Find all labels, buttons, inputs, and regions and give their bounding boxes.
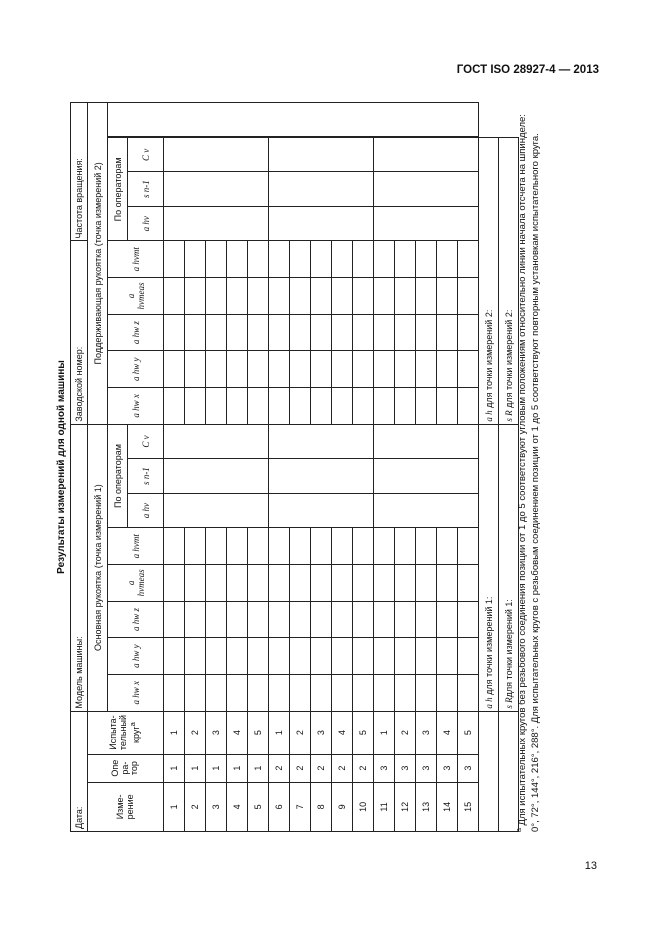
summary-sr-point2: s R для точки измерений 2: bbox=[499, 137, 519, 424]
measurement-number: 9 bbox=[332, 782, 353, 831]
cell-support-handle[interactable] bbox=[311, 278, 332, 315]
cell-operator-stat-2[interactable] bbox=[374, 172, 479, 207]
cell-support-handle[interactable] bbox=[248, 241, 269, 278]
cell-operator-stat-2[interactable] bbox=[164, 206, 269, 241]
cell-support-handle[interactable] bbox=[416, 351, 437, 388]
cell-main-handle[interactable] bbox=[353, 674, 374, 711]
cell-main-handle[interactable] bbox=[332, 565, 353, 602]
cell-main-handle[interactable] bbox=[248, 601, 269, 638]
page-number: 13 bbox=[584, 860, 597, 872]
wheel-number: 5 bbox=[248, 711, 269, 754]
cell-support-handle[interactable] bbox=[185, 314, 206, 351]
measurement-number: 11 bbox=[374, 782, 395, 831]
cell-support-handle[interactable] bbox=[395, 351, 416, 388]
cell-support-handle[interactable] bbox=[395, 314, 416, 351]
cell-support-handle[interactable] bbox=[290, 241, 311, 278]
sym-snm1-2: s n-1 bbox=[128, 172, 164, 207]
wheel-number: 3 bbox=[206, 711, 227, 754]
cell-support-handle[interactable] bbox=[395, 241, 416, 278]
cell-main-handle[interactable] bbox=[269, 528, 290, 565]
measurement-number: 5 bbox=[248, 782, 269, 831]
cell-support-handle[interactable] bbox=[437, 388, 458, 425]
cell-main-handle[interactable] bbox=[227, 674, 248, 711]
cell-operator-stat-2[interactable] bbox=[269, 206, 374, 241]
cell-main-handle[interactable] bbox=[353, 565, 374, 602]
cell-operator-stat-1[interactable] bbox=[269, 493, 374, 528]
cell-support-handle[interactable] bbox=[353, 388, 374, 425]
cell-support-handle[interactable] bbox=[416, 278, 437, 315]
cell-support-handle[interactable] bbox=[458, 388, 479, 425]
cell-main-handle[interactable] bbox=[269, 565, 290, 602]
cell-operator-stat-2[interactable] bbox=[269, 172, 374, 207]
cell-main-handle[interactable] bbox=[311, 601, 332, 638]
measurement-table bbox=[70, 102, 519, 832]
measurement-header: Изме-рение bbox=[88, 782, 164, 831]
cell-main-handle[interactable] bbox=[458, 638, 479, 675]
sym-ahwx-1: a hw x bbox=[108, 674, 164, 711]
cell-support-handle[interactable] bbox=[290, 314, 311, 351]
cell-main-handle[interactable] bbox=[227, 601, 248, 638]
cell-support-handle[interactable] bbox=[248, 351, 269, 388]
cell-support-handle[interactable] bbox=[311, 314, 332, 351]
cell-support-handle[interactable] bbox=[269, 314, 290, 351]
measurement-number: 8 bbox=[311, 782, 332, 831]
cell-support-handle[interactable] bbox=[164, 351, 185, 388]
summary-ah-point2: a h для точки измерений 2: bbox=[479, 137, 499, 424]
wheel-number: 3 bbox=[311, 711, 332, 754]
cell-support-handle[interactable] bbox=[437, 314, 458, 351]
measurement-number: 12 bbox=[395, 782, 416, 831]
wheel-header: Испыта-тельный круг$^a$ bbox=[88, 711, 164, 754]
cell-main-handle[interactable] bbox=[290, 565, 311, 602]
footnote: $^a$ Для испытательных кругов без резьбового соединения позиции от 1 до 5 соответствуют угловым положениям относительно линии начала отсчета на шпинделе: 0°, 72°, 144°, 216°, 288°. Для испытательных кругов с резьбовым соединением позиции от 1 до 5 соответствуют повторным установкам испытательного круга. bbox=[516, 114, 541, 832]
summary-ah-point1: a h для точки измерений 1: bbox=[479, 424, 499, 711]
operator-number: 3 bbox=[395, 754, 416, 782]
rotated-table-block bbox=[56, 102, 577, 832]
cell-support-handle[interactable] bbox=[311, 388, 332, 425]
cell-support-handle[interactable] bbox=[395, 388, 416, 425]
wheel-number: 2 bbox=[185, 711, 206, 754]
cell-main-handle[interactable] bbox=[206, 565, 227, 602]
cell-support-handle[interactable] bbox=[332, 388, 353, 425]
operator-number: 2 bbox=[311, 754, 332, 782]
cell-support-handle[interactable] bbox=[269, 351, 290, 388]
cell-main-handle[interactable] bbox=[227, 528, 248, 565]
cell-support-handle[interactable] bbox=[206, 314, 227, 351]
cell-main-handle[interactable] bbox=[353, 528, 374, 565]
cell-main-handle[interactable] bbox=[437, 638, 458, 675]
sym-ahwy-1: a hw y bbox=[108, 638, 164, 675]
cell-support-handle[interactable] bbox=[458, 241, 479, 278]
cell-support-handle[interactable] bbox=[248, 278, 269, 315]
cell-operator-stat-2[interactable] bbox=[164, 137, 269, 172]
operator-number: 3 bbox=[374, 754, 395, 782]
measurement-number: 3 bbox=[206, 782, 227, 831]
cell-support-handle[interactable] bbox=[164, 314, 185, 351]
sym-cv-2: C v bbox=[128, 137, 164, 172]
cell-support-handle[interactable] bbox=[227, 314, 248, 351]
cell-operator-stat-1[interactable] bbox=[374, 424, 479, 459]
wheel-number: 1 bbox=[269, 711, 290, 754]
cell-support-handle[interactable] bbox=[164, 388, 185, 425]
cell-support-handle[interactable] bbox=[437, 241, 458, 278]
cell-main-handle[interactable] bbox=[311, 528, 332, 565]
wheel-number: 4 bbox=[437, 711, 458, 754]
cell-support-handle[interactable] bbox=[353, 351, 374, 388]
cell-support-handle[interactable] bbox=[332, 314, 353, 351]
cell-main-handle[interactable] bbox=[164, 601, 185, 638]
cell-main-handle[interactable] bbox=[458, 565, 479, 602]
sym-ahvmt-2: a hvmt bbox=[108, 241, 164, 278]
cell-main-handle[interactable] bbox=[164, 565, 185, 602]
cell-main-handle[interactable] bbox=[437, 601, 458, 638]
sym-ahv-1: a hv bbox=[128, 493, 164, 528]
cell-support-handle[interactable] bbox=[164, 241, 185, 278]
cell-support-handle[interactable] bbox=[458, 351, 479, 388]
table-row bbox=[164, 103, 185, 832]
cell-support-handle[interactable] bbox=[206, 278, 227, 315]
operator-number: 1 bbox=[164, 754, 185, 782]
sym-snm1-1: s n-1 bbox=[128, 459, 164, 494]
cell-operator-stat-1[interactable] bbox=[164, 459, 269, 494]
cell-support-handle[interactable] bbox=[248, 388, 269, 425]
cell-support-handle[interactable] bbox=[332, 278, 353, 315]
cell-support-handle[interactable] bbox=[269, 388, 290, 425]
cell-support-handle[interactable] bbox=[458, 314, 479, 351]
wheel-number: 1 bbox=[164, 711, 185, 754]
wheel-number: 5 bbox=[458, 711, 479, 754]
cell-operator-stat-2[interactable] bbox=[269, 137, 374, 172]
operator-number: 2 bbox=[290, 754, 311, 782]
cell-main-handle[interactable] bbox=[206, 601, 227, 638]
cell-support-handle[interactable] bbox=[353, 314, 374, 351]
wheel-number: 2 bbox=[290, 711, 311, 754]
cell-support-handle[interactable] bbox=[206, 351, 227, 388]
cell-support-handle[interactable] bbox=[185, 241, 206, 278]
cell-support-handle[interactable] bbox=[374, 241, 395, 278]
table-row bbox=[269, 103, 290, 832]
summary-sr-point1: s Rдля точки измерений 1: bbox=[499, 424, 519, 711]
cell-support-handle[interactable] bbox=[437, 351, 458, 388]
cell-support-handle[interactable] bbox=[290, 388, 311, 425]
table-title: Результаты измерений для одной машины bbox=[56, 360, 67, 574]
cell-main-handle[interactable] bbox=[206, 528, 227, 565]
measurement-number: 4 bbox=[227, 782, 248, 831]
cell-support-handle[interactable] bbox=[290, 351, 311, 388]
measurement-number: 13 bbox=[416, 782, 437, 831]
speed-label: Частота вращения: bbox=[71, 103, 88, 241]
cell-main-handle[interactable] bbox=[395, 674, 416, 711]
cell-main-handle[interactable] bbox=[185, 601, 206, 638]
cell-support-handle[interactable] bbox=[416, 388, 437, 425]
cell-main-handle[interactable] bbox=[395, 565, 416, 602]
cell-main-handle[interactable] bbox=[374, 674, 395, 711]
cell-main-handle[interactable] bbox=[374, 638, 395, 675]
cell-main-handle[interactable] bbox=[164, 528, 185, 565]
cell-support-handle[interactable] bbox=[269, 241, 290, 278]
cell-operator-stat-1[interactable] bbox=[374, 459, 479, 494]
cell-operator-stat-2[interactable] bbox=[374, 206, 479, 241]
cell-support-handle[interactable] bbox=[374, 388, 395, 425]
cell-main-handle[interactable] bbox=[248, 528, 269, 565]
operator-number: 2 bbox=[353, 754, 374, 782]
measurement-number: 10 bbox=[353, 782, 374, 831]
cell-support-handle[interactable] bbox=[206, 388, 227, 425]
measurement-number: 14 bbox=[437, 782, 458, 831]
cell-main-handle[interactable] bbox=[416, 601, 437, 638]
cell-operator-stat-1[interactable] bbox=[269, 424, 374, 459]
cell-support-handle[interactable] bbox=[311, 351, 332, 388]
cell-main-handle[interactable] bbox=[269, 638, 290, 675]
sym-ahwx-2: a hw x bbox=[108, 388, 164, 425]
wheel-number: 5 bbox=[353, 711, 374, 754]
measurement-number: 7 bbox=[290, 782, 311, 831]
measurement-number: 2 bbox=[185, 782, 206, 831]
cell-main-handle[interactable] bbox=[332, 674, 353, 711]
operator-number: 2 bbox=[332, 754, 353, 782]
cell-support-handle[interactable] bbox=[185, 388, 206, 425]
cell-main-handle[interactable] bbox=[353, 601, 374, 638]
cell-support-handle[interactable] bbox=[206, 241, 227, 278]
cell-support-handle[interactable] bbox=[374, 351, 395, 388]
page-header: ГОСТ ISO 28927-4 — 2013 bbox=[456, 64, 599, 76]
cell-main-handle[interactable] bbox=[416, 638, 437, 675]
cell-support-handle[interactable] bbox=[395, 278, 416, 315]
cell-support-handle[interactable] bbox=[227, 241, 248, 278]
operator-number: 1 bbox=[227, 754, 248, 782]
cell-main-handle[interactable] bbox=[290, 601, 311, 638]
by-operators-1: По операторам bbox=[108, 424, 128, 528]
table-row bbox=[374, 103, 395, 832]
summary-blank bbox=[479, 711, 499, 831]
sym-ahwz-1: a hw z bbox=[108, 601, 164, 638]
cell-operator-stat-1[interactable] bbox=[164, 493, 269, 528]
blank-right-column bbox=[108, 103, 479, 138]
cell-support-handle[interactable] bbox=[416, 241, 437, 278]
model-label: Модель машины: bbox=[71, 424, 88, 711]
wheel-number: 4 bbox=[332, 711, 353, 754]
cell-main-handle[interactable] bbox=[437, 528, 458, 565]
cell-main-handle[interactable] bbox=[458, 674, 479, 711]
cell-operator-stat-1[interactable] bbox=[269, 459, 374, 494]
cell-main-handle[interactable] bbox=[290, 674, 311, 711]
wheel-number: 2 bbox=[395, 711, 416, 754]
cell-support-handle[interactable] bbox=[311, 241, 332, 278]
cell-support-handle[interactable] bbox=[185, 278, 206, 315]
cell-main-handle[interactable] bbox=[248, 638, 269, 675]
operator-number: 1 bbox=[206, 754, 227, 782]
cell-main-handle[interactable] bbox=[395, 528, 416, 565]
cell-main-handle[interactable] bbox=[374, 601, 395, 638]
serial-label: Заводской номер: bbox=[71, 241, 88, 424]
cell-main-handle[interactable] bbox=[332, 601, 353, 638]
cell-main-handle[interactable] bbox=[269, 674, 290, 711]
cell-main-handle[interactable] bbox=[437, 565, 458, 602]
cell-main-handle[interactable] bbox=[290, 528, 311, 565]
cell-main-handle[interactable] bbox=[416, 528, 437, 565]
cell-main-handle[interactable] bbox=[395, 601, 416, 638]
cell-support-handle[interactable] bbox=[269, 278, 290, 315]
cell-operator-stat-2[interactable] bbox=[374, 137, 479, 172]
cell-main-handle[interactable] bbox=[416, 565, 437, 602]
operator-number: 2 bbox=[269, 754, 290, 782]
cell-operator-stat-2[interactable] bbox=[164, 172, 269, 207]
operator-number: 3 bbox=[416, 754, 437, 782]
wheel-number: 4 bbox=[227, 711, 248, 754]
sym-cv-1: C v bbox=[128, 424, 164, 459]
cell-support-handle[interactable] bbox=[185, 351, 206, 388]
cell-support-handle[interactable] bbox=[332, 351, 353, 388]
cell-main-handle[interactable] bbox=[164, 638, 185, 675]
operator-number: 1 bbox=[248, 754, 269, 782]
cell-main-handle[interactable] bbox=[290, 638, 311, 675]
cell-main-handle[interactable] bbox=[248, 674, 269, 711]
cell-main-handle[interactable] bbox=[332, 528, 353, 565]
cell-main-handle[interactable] bbox=[164, 674, 185, 711]
cell-main-handle[interactable] bbox=[311, 565, 332, 602]
section-main-handle: Основная рукоятка (точка измерений 1) bbox=[88, 424, 108, 711]
cell-main-handle[interactable] bbox=[185, 674, 206, 711]
cell-main-handle[interactable] bbox=[353, 638, 374, 675]
cell-support-handle[interactable] bbox=[416, 314, 437, 351]
cell-main-handle[interactable] bbox=[227, 565, 248, 602]
cell-main-handle[interactable] bbox=[437, 674, 458, 711]
wheel-number: 3 bbox=[416, 711, 437, 754]
cell-support-handle[interactable] bbox=[290, 278, 311, 315]
cell-main-handle[interactable] bbox=[395, 638, 416, 675]
sym-ahvmeas-2: a hvmeas bbox=[108, 278, 164, 315]
cell-main-handle[interactable] bbox=[227, 638, 248, 675]
cell-support-handle[interactable] bbox=[458, 278, 479, 315]
cell-main-handle[interactable] bbox=[374, 565, 395, 602]
cell-support-handle[interactable] bbox=[353, 278, 374, 315]
cell-main-handle[interactable] bbox=[185, 528, 206, 565]
by-operators-2: По операторам bbox=[108, 137, 128, 241]
cell-main-handle[interactable] bbox=[311, 638, 332, 675]
cell-main-handle[interactable] bbox=[458, 601, 479, 638]
cell-operator-stat-1[interactable] bbox=[374, 493, 479, 528]
cell-main-handle[interactable] bbox=[206, 674, 227, 711]
cell-main-handle[interactable] bbox=[458, 528, 479, 565]
cell-support-handle[interactable] bbox=[353, 241, 374, 278]
cell-main-handle[interactable] bbox=[248, 565, 269, 602]
cell-support-handle[interactable] bbox=[437, 278, 458, 315]
operator-number: 1 bbox=[185, 754, 206, 782]
measurement-number: 6 bbox=[269, 782, 290, 831]
cell-support-handle[interactable] bbox=[248, 314, 269, 351]
cell-main-handle[interactable] bbox=[311, 674, 332, 711]
cell-main-handle[interactable] bbox=[416, 674, 437, 711]
sym-ahwy-2: a hw y bbox=[108, 351, 164, 388]
operator-number: 3 bbox=[437, 754, 458, 782]
cell-main-handle[interactable] bbox=[185, 565, 206, 602]
cell-support-handle[interactable] bbox=[374, 278, 395, 315]
sym-ahv-2: a hv bbox=[128, 206, 164, 241]
wheel-number: 1 bbox=[374, 711, 395, 754]
section-support-handle: Поддерживающая рукоятка (точка измерений 2) bbox=[88, 103, 108, 425]
cell-main-handle[interactable] bbox=[374, 528, 395, 565]
measurement-number: 15 bbox=[458, 782, 479, 831]
cell-support-handle[interactable] bbox=[332, 241, 353, 278]
cell-support-handle[interactable] bbox=[164, 278, 185, 315]
date-label: Дата: bbox=[71, 711, 88, 831]
cell-main-handle[interactable] bbox=[185, 638, 206, 675]
cell-support-handle[interactable] bbox=[227, 351, 248, 388]
sym-ahwz-2: a hw z bbox=[108, 314, 164, 351]
cell-operator-stat-1[interactable] bbox=[164, 424, 269, 459]
cell-main-handle[interactable] bbox=[206, 638, 227, 675]
operator-number: 3 bbox=[458, 754, 479, 782]
cell-main-handle[interactable] bbox=[269, 601, 290, 638]
cell-main-handle[interactable] bbox=[332, 638, 353, 675]
sym-ahvmt-1: a hvmt bbox=[108, 528, 164, 565]
cell-support-handle[interactable] bbox=[227, 278, 248, 315]
sym-ahvmeas-1: a hvmeas bbox=[108, 565, 164, 602]
operator-header: Опе ра-тор bbox=[88, 754, 164, 782]
cell-support-handle[interactable] bbox=[227, 388, 248, 425]
measurement-number: 1 bbox=[164, 782, 185, 831]
cell-support-handle[interactable] bbox=[374, 314, 395, 351]
